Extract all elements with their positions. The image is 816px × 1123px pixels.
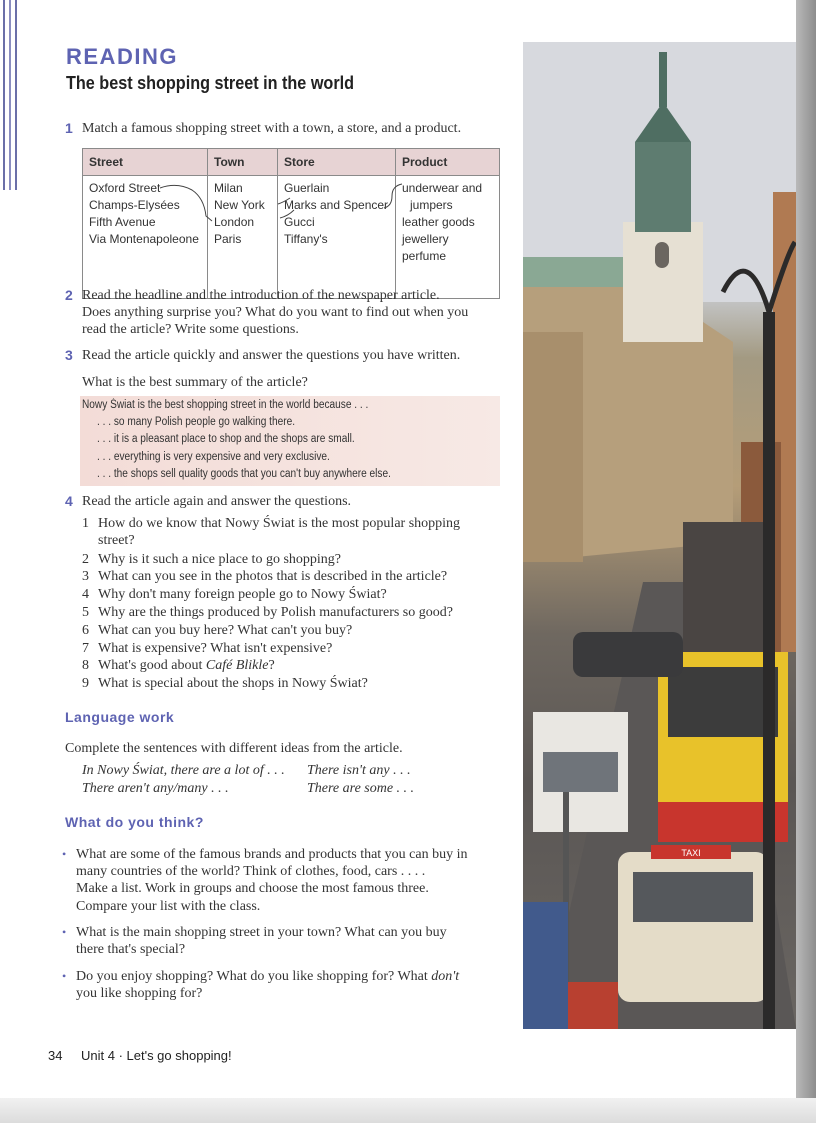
table-cell: Guerlain — [284, 181, 330, 195]
table-cell: Milan — [214, 181, 243, 195]
question-number: 3 — [65, 347, 73, 363]
list-item: What can you see in the photos that is described in the article? — [98, 569, 448, 584]
question-line: Does anything surprise you? What do you want to find out when you — [82, 305, 469, 320]
question-number: 1 — [65, 120, 73, 136]
question-text: Match a famous shopping street with a town, a store, and a product. — [82, 121, 462, 136]
item-number: 2 — [82, 552, 89, 567]
discussion-line: many countries of the world? Think of clothes, food, cars . . . . — [76, 864, 426, 879]
list-item: What's good about Café Blikle? — [98, 658, 275, 673]
table-cell: Tiffany's — [284, 232, 328, 246]
unit-label: Unit 4 · Let's go shopping! — [81, 1048, 232, 1063]
table-cell: Gucci — [284, 215, 315, 229]
table-cell: Via Montenapoleone — [89, 232, 199, 246]
item-number: 8 — [82, 658, 89, 673]
question-prompt: What is the best summary of the article? — [82, 375, 308, 390]
instruction-text: Complete the sentences with different ideas from the article. — [65, 741, 403, 756]
language-work-heading: Language work — [65, 709, 175, 725]
discussion-line: What is the main shopping street in your town? What can you buy — [76, 925, 447, 940]
section-heading: READING — [66, 44, 178, 69]
page-title: The best shopping street in the world — [66, 73, 355, 93]
table-cell: jewellery — [402, 232, 449, 246]
bullet-icon: • — [62, 969, 67, 983]
bullet-icon: • — [62, 847, 67, 861]
table-cell: perfume — [402, 249, 447, 263]
sentence-prompt: There isn't any . . . — [307, 763, 411, 778]
question-number: 2 — [65, 287, 73, 303]
bullet-icon: • — [62, 925, 67, 939]
discussion-heading: What do you think? — [65, 814, 204, 830]
item-number: 7 — [82, 641, 89, 656]
table-header: Street — [83, 149, 208, 176]
question-number: 4 — [65, 493, 73, 509]
question-line: read the article? Write some questions. — [82, 322, 299, 337]
item-number: 3 — [82, 569, 89, 584]
matching-lines — [82, 176, 412, 236]
item-number: 9 — [82, 676, 89, 691]
page-edge — [796, 0, 816, 1123]
discussion-line: Compare your list with the class. — [76, 899, 261, 914]
question-line: Read the headline and the introduction of the newspaper article. — [82, 288, 440, 303]
discussion-line: you like shopping for? — [76, 986, 203, 1001]
item-number: 1 — [82, 516, 89, 531]
discussion-line: there that's special? — [76, 942, 186, 957]
sentence-prompt: In Nowy Świat, there are a lot of . . . — [82, 763, 285, 778]
margin-rule — [3, 0, 17, 190]
table-header: Store — [278, 149, 396, 176]
table-cell: New York — [214, 198, 265, 212]
table-cell: Oxford Street — [89, 181, 161, 195]
summary-option: . . . it is a pleasant place to shop and the shops are small. — [97, 433, 355, 445]
table-cell: jumpers — [410, 198, 453, 212]
item-number: 6 — [82, 623, 89, 638]
taxi-sign: TAXI — [681, 848, 701, 858]
discussion-line: Make a list. Work in groups and choose the most famous three. — [76, 881, 429, 896]
summary-option: . . . so many Polish people go walking there. — [97, 416, 296, 428]
page-number: 34 — [48, 1048, 63, 1063]
sentence-prompt: There are some . . . — [307, 781, 415, 796]
table-header: Product — [396, 149, 500, 176]
list-item: street? — [98, 533, 135, 548]
table-cell: Fifth Avenue — [89, 215, 156, 229]
table-cell: leather goods — [402, 215, 475, 229]
summary-option: . . . the shops sell quality goods that you can't buy anywhere else. — [97, 468, 391, 480]
table-cell: underwear and — [402, 181, 483, 195]
list-item: How do we know that Nowy Świat is the most popular shopping — [98, 516, 461, 531]
list-item: Why is it such a nice place to go shopping? — [98, 552, 341, 567]
list-item: What can you buy here? What can't you buy? — [98, 623, 353, 638]
summary-intro: Nowy Świat is the best shopping street in the world because . . . — [82, 399, 369, 411]
table-cell: Marks and Spencer — [284, 198, 389, 212]
list-item: Why don't many foreign people go to Nowy Świat? — [98, 587, 387, 602]
table-cell: Champs-Elysées — [89, 198, 180, 212]
list-item: What is special about the shops in Nowy Świat? — [98, 676, 368, 691]
table-cell: Paris — [214, 232, 242, 246]
page-edge — [0, 1098, 816, 1123]
discussion-line: What are some of the famous brands and products that you can buy in — [76, 847, 468, 862]
sentence-prompt: There aren't any/many . . . — [82, 781, 229, 796]
discussion-line: Do you enjoy shopping? What do you like shopping for? What don't — [76, 969, 460, 984]
item-number: 4 — [82, 587, 89, 602]
question-text: Read the article again and answer the questions. — [82, 494, 352, 509]
list-item: What is expensive? What isn't expensive? — [98, 641, 333, 656]
street-photo — [523, 42, 796, 1029]
question-text: Read the article quickly and answer the questions you have written. — [82, 348, 461, 363]
list-item: Why are the things produced by Polish manufacturers so good? — [98, 605, 453, 620]
item-number: 5 — [82, 605, 89, 620]
table-cell: London — [214, 215, 255, 229]
summary-option: . . . everything is very expensive and very exclusive. — [97, 451, 330, 463]
table-header: Town — [208, 149, 278, 176]
